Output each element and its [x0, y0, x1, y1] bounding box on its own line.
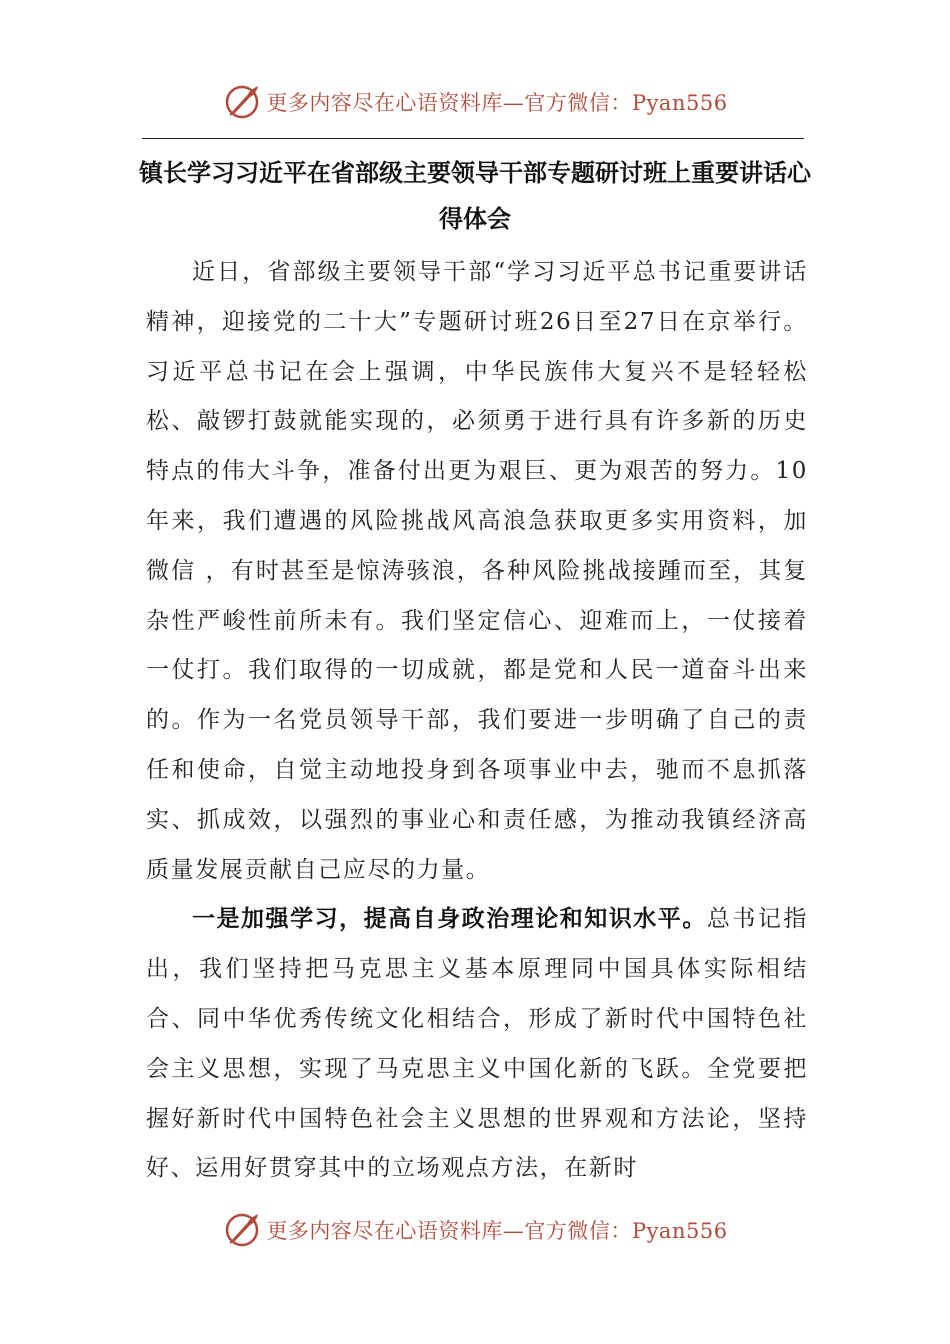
document-title: 镇长学习习近平在省部级主要领导干部专题研讨班上重要讲话心得体会 [139, 159, 811, 233]
banner-text: 更多内容尽在心语资料库—官方微信：Pyan556 [266, 91, 728, 115]
header-divider [142, 138, 804, 139]
banner-text: 更多内容尽在心语资料库—官方微信：Pyan556 [266, 1219, 728, 1243]
paragraph-2-body: 总书记指出，我们坚持把马克思主义基本原理同中国具体实际相结合、同中华优秀传统文化相结合，形成了新时代中国特色社会主义思想，实现了马克思主义中国化新的飞跃。全党要把握好新时代中国特色社会主义思想的世界观和方法论，坚持好、运用好贯穿其中的立场观点方法，在新时 [146, 906, 808, 1182]
wechat-id: Pyan556 [631, 91, 728, 115]
document-body [146, 248, 808, 1194]
quill-logo-icon [222, 82, 262, 122]
footer-banner [0, 1210, 950, 1250]
header-banner [0, 82, 950, 122]
quill-logo-icon [222, 1210, 262, 1250]
paragraph-2 [146, 895, 808, 1194]
paragraph-2-lead: 一是加强学习，提高自身政治理论和知识水平。 [192, 906, 707, 933]
wechat-id: Pyan556 [631, 1219, 728, 1243]
paragraph-1: 近日，省部级主要领导干部“学习习近平总书记重要讲话精神，迎接党的二十大”专题研讨班26日至27日在京举行。习近平总书记在会上强调，中华民族伟大复兴不是轻轻松松、敲锣打鼓就能实现的，必须勇于进行具有许多新的历史特点的伟大斗争，准备付出更为艰巨、更为艰苦的努力。10年来，我们遭遇的风险挑战风高浪急获取更多实用资料，加微信 ，有时甚至是惊涛骇浪，各种风险挑战接踵而至，其复杂性严峻性前所未有。我们坚定信心、迎难而上，一仗接着一仗打。我们取得的一切成就，都是党和人民一道奋斗出来的。作为一名党员领导干部，我们要进一步明确了自己的责任和使命，自觉主动地投身到各项事业中去，驰而不息抓落实、抓成效，以强烈的事业心和责任感，为推动我镇经济高质量发展贡献自己应尽的力量。 [146, 259, 808, 883]
